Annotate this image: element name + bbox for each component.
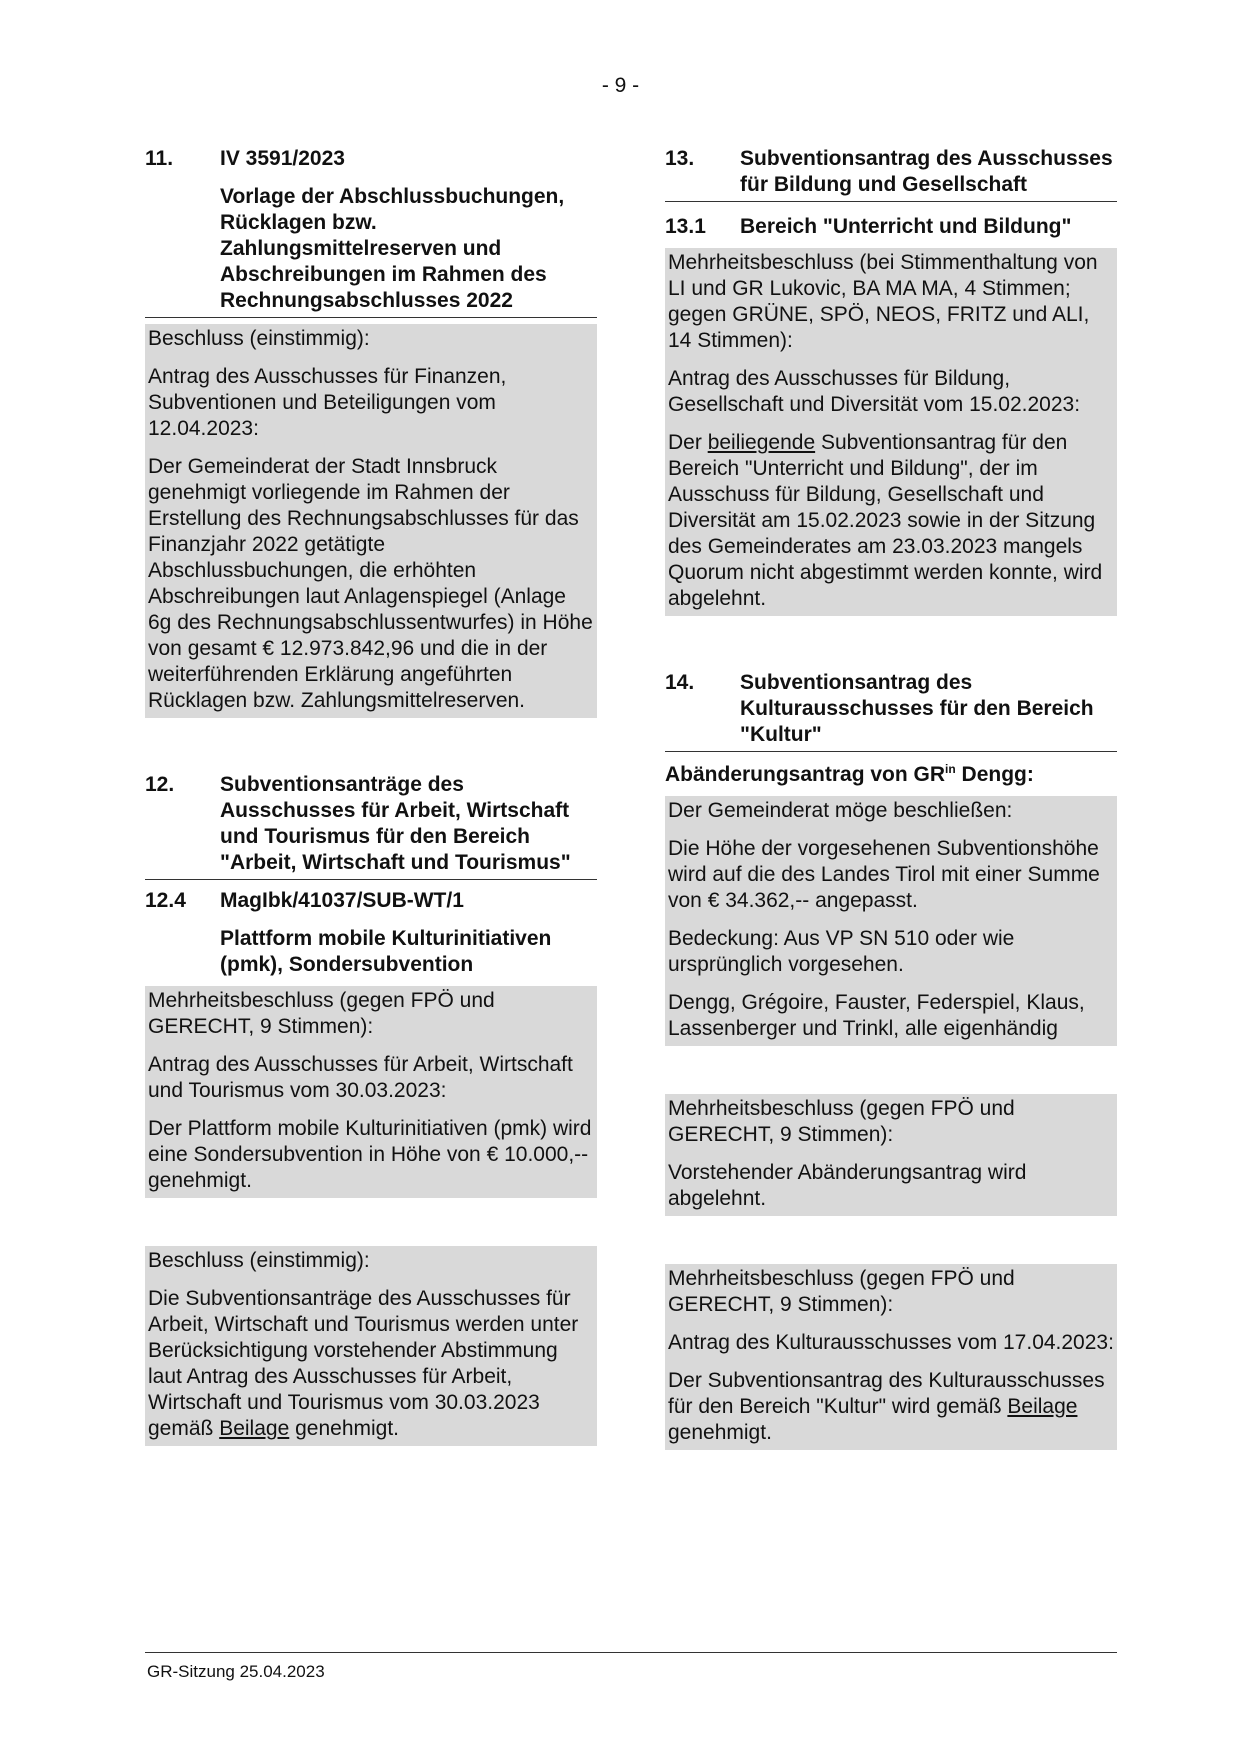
amendment-body: Die Höhe der vorgesehenen Subventionshöhe wird auf die des Landes Tirol mit einer Summe von € 34.362,-- angepasst. bbox=[668, 837, 1100, 912]
item-14-number: 14. bbox=[665, 671, 695, 694]
beilage-link[interactable]: Beilage bbox=[1007, 1395, 1078, 1418]
motion-source: Antrag des Ausschusses für Finanzen, Subventionen und Beteiligungen vom 12.04.2023: bbox=[148, 365, 507, 440]
amendment-resolution bbox=[665, 1094, 1117, 1216]
resolution-text: Der Gemeinderat der Stadt Innsbruck genehmigt vorliegende im Rahmen der Erstellung des Rechnungsabschlusses für das Finanzjahr 2022 getätigte Abschlussbuchungen, die erhöhten Abschreibungen laut Anlagenspiegel (Anlage 6g des Rechnungsabschlussentwurfes) in Höhe von gesamt € 12.973.842,96 und die in der weiterführenden Erklärung angeführten Rücklagen bzw. Zahlungsmittelreserven. bbox=[148, 455, 593, 712]
item-14-resolution bbox=[665, 1264, 1117, 1450]
item-11-resolution bbox=[145, 324, 597, 718]
footer: GR-Sitzung 25.04.2023 bbox=[147, 1662, 325, 1681]
resolution-text: Der Subventionsantrag des Kulturausschusses für den Bereich "Kultur" wird gemäß Beilage genehmigt. bbox=[668, 1369, 1105, 1444]
item-13-1-number: 13.1 bbox=[665, 215, 706, 238]
resolution-text: Vorstehender Abänderungsantrag wird abgelehnt. bbox=[668, 1161, 1027, 1210]
item-13-1-header bbox=[665, 214, 1117, 240]
item-14-title: Subventionsantrag des Kulturausschusses für den Bereich "Kultur" bbox=[740, 671, 1094, 746]
item-12 bbox=[145, 772, 597, 1446]
motion-source: Antrag des Kulturausschusses vom 17.04.2023: bbox=[668, 1331, 1114, 1354]
item-12-4-resolution bbox=[145, 986, 597, 1198]
motion-source: Antrag des Ausschusses für Bildung, Gesellschaft und Diversität vom 15.02.2023: bbox=[668, 367, 1081, 416]
amendment-signatories: Dengg, Grégoire, Fauster, Federspiel, Klaus, Lassenberger und Trinkl, alle eigenhändig bbox=[668, 991, 1085, 1040]
item-12-header bbox=[145, 772, 597, 880]
resolution-text: Die Subventionsanträge des Ausschusses für Arbeit, Wirtschaft und Tourismus werden unter Berücksichtigung vorstehender Abstimmung laut Antrag des Ausschusses für Arbeit, Wirtschaft und Tourismus vom 30.03.2023 gemäß Beilage genehmigt. bbox=[148, 1287, 579, 1440]
motion-source: Antrag des Ausschusses für Arbeit, Wirtschaft und Tourismus vom 30.03.2023: bbox=[148, 1053, 573, 1102]
item-13-header bbox=[665, 146, 1117, 202]
item-11-reference: IV 3591/2023 bbox=[220, 147, 345, 170]
item-11-number: 11. bbox=[145, 147, 174, 170]
right-column bbox=[665, 146, 1117, 1450]
amendment-text bbox=[665, 796, 1117, 1046]
amendment-heading: Abänderungsantrag von $GR^{in}$ Dengg: bbox=[665, 762, 1034, 786]
item-12-4-reference: MagIbk/41037/SUB-WT/1 bbox=[220, 889, 464, 912]
item-12-title: Subventionsanträge des Ausschusses für Arbeit, Wirtschaft und Tourismus für den Bereich "Arbeit, Wirtschaft und Tourismus" bbox=[220, 773, 571, 874]
resolution-heading: Mehrheitsbeschluss (bei Stimmenthaltung von LI und GR Lukovic, BA MA MA, 4 Stimmen; gegen GRÜNE, SPÖ, NEOS, FRITZ und ALI, 14 Stimmen): bbox=[668, 251, 1098, 352]
resolution-text: Der beiliegende Subventionsantrag für den Bereich "Unterricht und Bildung", der im Ausschuss für Bildung, Gesellschaft und Diversität am 15.02.2023 sowie in der Sitzung des Gemeinderates am 23.03.2023 mangels Quorum nicht abgestimmt werden konnte, wird abgelehnt. bbox=[668, 431, 1103, 610]
item-13 bbox=[665, 146, 1117, 616]
resolution-heading: Beschluss (einstimmig): bbox=[148, 327, 370, 350]
left-column bbox=[145, 146, 597, 1446]
item-12-number: 12. bbox=[145, 773, 175, 796]
item-14 bbox=[665, 670, 1117, 1450]
item-11-title: Vorlage der Abschlussbuchungen, Rücklagen bzw. Zahlungsmittelreserven und Abschreibungen im Rahmen des Rechnungsabschlusses 2022 bbox=[220, 185, 565, 312]
resolution-heading: Mehrheitsbeschluss (gegen FPÖ und GERECHT, 9 Stimmen): bbox=[668, 1097, 1015, 1146]
amendment-intro: Der Gemeinderat möge beschließen: bbox=[668, 799, 1013, 822]
item-12-4-title: Plattform mobile Kulturinitiativen (pmk), Sondersubvention bbox=[220, 927, 552, 976]
item-12-4-number: 12.4 bbox=[145, 889, 186, 912]
item-13-number: 13. bbox=[665, 147, 695, 170]
page-number: - 9 - bbox=[601, 74, 640, 97]
item-13-1-title: Bereich "Unterricht und Bildung" bbox=[740, 215, 1072, 238]
item-11 bbox=[145, 146, 597, 718]
item-12-4-header bbox=[145, 888, 597, 978]
item-13-1-resolution bbox=[665, 248, 1117, 616]
item-12-resolution bbox=[145, 1246, 597, 1446]
resolution-heading: Beschluss (einstimmig): bbox=[148, 1249, 370, 1272]
amendment-coverage: Bedeckung: Aus VP SN 510 oder wie ursprünglich vorgesehen. bbox=[668, 927, 1015, 976]
beiliegende-link[interactable]: beiliegende bbox=[707, 431, 816, 454]
resolution-heading: Mehrheitsbeschluss (gegen FPÖ und GERECHT, 9 Stimmen): bbox=[668, 1267, 1015, 1316]
resolution-text: Der Plattform mobile Kulturinitiativen (pmk) wird eine Sondersubvention in Höhe von € 10.000,-- genehmigt. bbox=[148, 1117, 592, 1192]
item-13-title: Subventionsantrag des Ausschusses für Bildung und Gesellschaft bbox=[740, 147, 1113, 196]
item-14-header bbox=[665, 670, 1117, 752]
resolution-heading: Mehrheitsbeschluss (gegen FPÖ und GERECHT, 9 Stimmen): bbox=[148, 989, 495, 1038]
item-11-header bbox=[145, 146, 597, 318]
beilage-link[interactable]: Beilage bbox=[219, 1417, 290, 1440]
footer-divider bbox=[145, 1652, 1117, 1653]
